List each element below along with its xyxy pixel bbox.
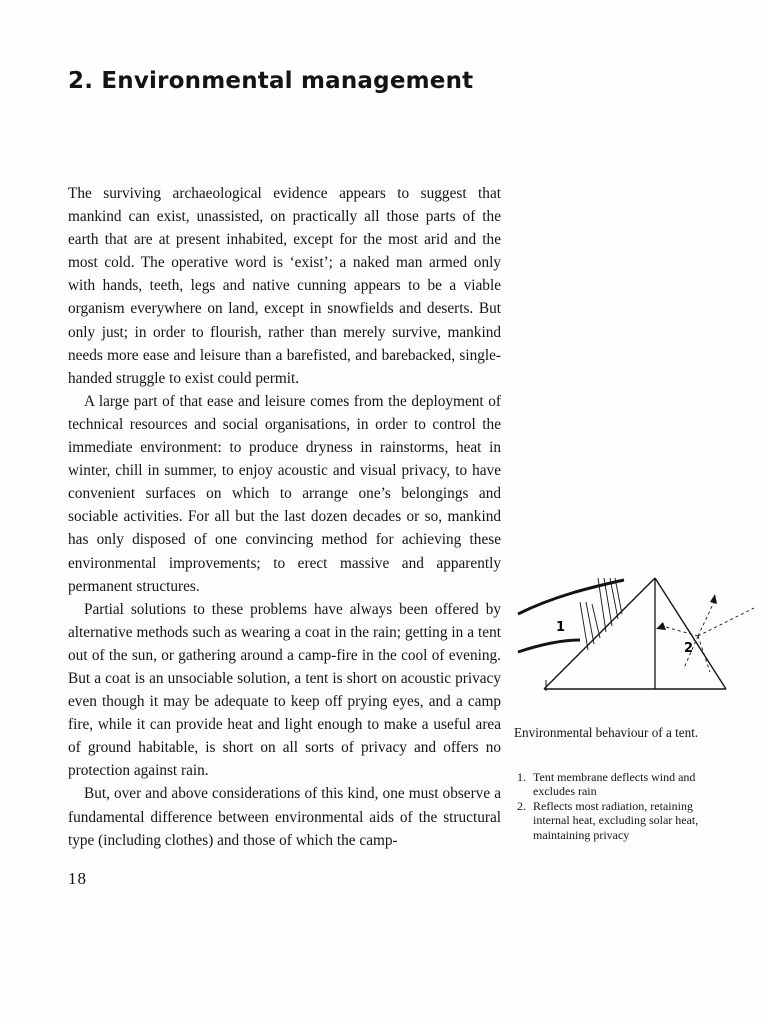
- note-number: 1.: [517, 770, 526, 784]
- figure-caption: Environmental behaviour of a tent.: [514, 725, 699, 740]
- figure-notes: [514, 770, 724, 842]
- figure-note: [514, 799, 724, 842]
- page-number: 18: [68, 869, 87, 888]
- radiation-arrowhead: [656, 622, 666, 630]
- figure-label-1: 1: [556, 620, 566, 635]
- paragraph: The surviving archaeological evidence appears to suggest that mankind can exist, unassisted, on practically all those parts of the earth that are at present inhabited, except for the most arid and the most cold. The operative word is ‘exist’; a naked man armed only with hands, teeth, legs and native cunning appears to be a viable organism everywhere on land, except in snowfields and deserts. But only just; in order to flourish, rather than merely survive, mankind needs more ease and leisure than a barefisted, and barebacked, single-handed struggle to exist could permit.: [68, 185, 501, 387]
- figure-note: [514, 770, 724, 799]
- figure-label-2: 2: [684, 641, 694, 656]
- radiation-arrowhead: [710, 594, 717, 604]
- chapter-title: 2. Environmental management: [68, 68, 474, 94]
- note-text: Tent membrane deflects wind and excludes rain: [533, 770, 696, 799]
- tent-diagram: [514, 572, 754, 702]
- wind-arrow-lower: [518, 640, 580, 652]
- body-text: [68, 182, 501, 852]
- paragraph: Partial solutions to these problems have always been offered by alternative methods such as wearing a coat in the rain; getting in a tent out of the sun, or gathering around a camp-fire in the cool of evening. But a coat is an unsociable solution, a tent is short on acoustic privacy even though it may be adequate to keep off prying eyes, and a camp fire, while it can provide heat and light enough to make a useful area of ground habitable, is short on all sorts of privacy and offers no protection against rain.: [68, 600, 501, 780]
- paragraph: A large part of that ease and leisure comes from the deployment of technical resources and social organisations, in order to control the immediate environment: to produce dryness in rainstorms, heat in winter, chill in summer, to enjoy acoustic and visual privacy, to have convenient surfaces on which to arrange one’s belongings and sociable activities. For all but the last dozen decades or so, mankind has only disposed of one convincing method for achieving these environmental improvements; to erect massive and apparently permanent structures.: [68, 392, 501, 595]
- note-number: 2.: [517, 798, 526, 813]
- wind-arrow-upper: [518, 580, 624, 614]
- note-text: Reflects most radiation, retaining internal heat, excluding solar heat, maintaining privacy: [533, 798, 699, 842]
- paragraph: But, over and above considerations of this kind, one must observe a fundamental difference between environmental aids of the structural type (including clothes) and those of which the camp-: [68, 785, 501, 849]
